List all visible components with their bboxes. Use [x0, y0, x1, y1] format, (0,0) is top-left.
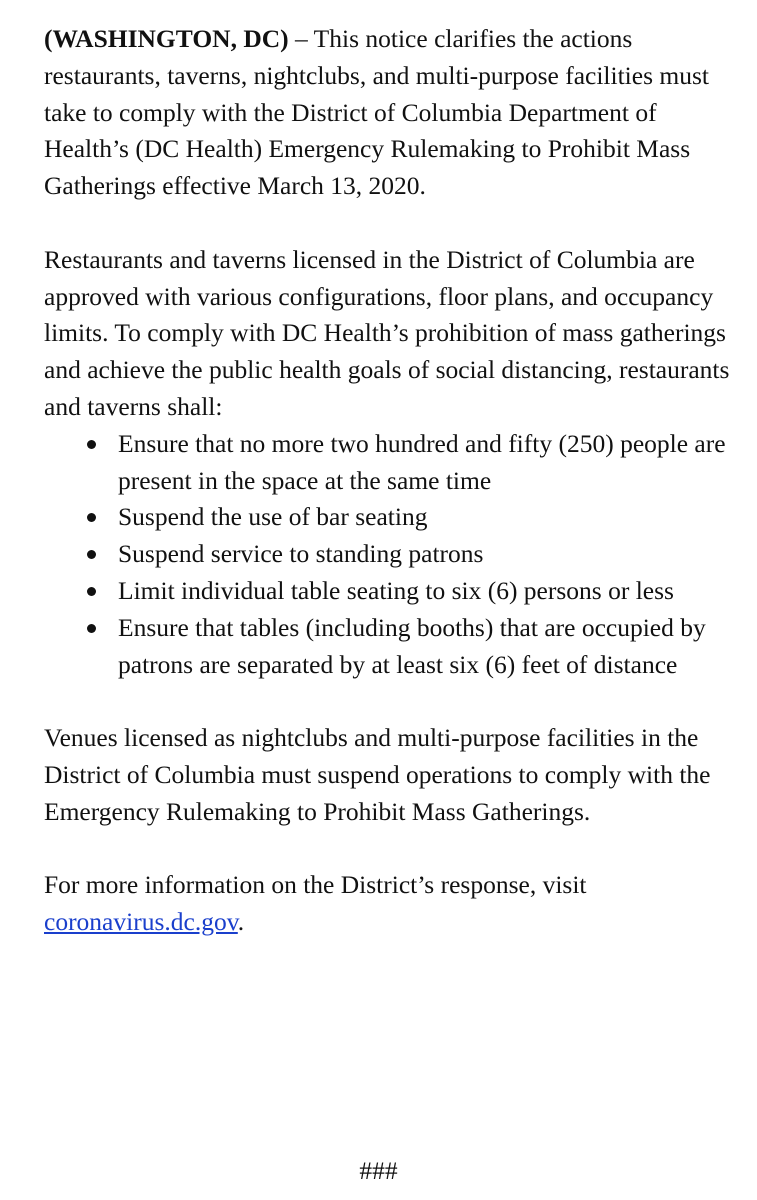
restaurants-paragraph: Restaurants and taverns licensed in the District of Columbia are approved with various configurations, floor plans, and occupancy limits. To comply with DC Health’s prohibition of mass gatherings and achieve the public health goals of social distancing, restaurants and taverns shall: — [44, 244, 730, 421]
list-item-text: Suspend service to standing patrons — [118, 539, 484, 569]
end-mark: ### — [359, 1156, 398, 1185]
intro-paragraph — [44, 21, 744, 205]
bullet-icon — [87, 440, 96, 449]
list-item — [44, 499, 744, 536]
list-item — [44, 610, 744, 684]
more-info-suffix: . — [237, 907, 245, 937]
bullet-icon — [87, 587, 96, 596]
bullet-icon — [87, 513, 96, 522]
list-item-text: Suspend the use of bar seating — [118, 502, 428, 532]
dateline: (WASHINGTON, DC) — [44, 24, 289, 53]
bullet-icon — [87, 550, 96, 559]
list-item — [44, 426, 744, 500]
intro-text: – This notice clarifies the actions restaurants, taverns, nightclubs, and multi-purpose facilities must take to comply with the District of Columbia Department of Health’s (DC Health) Emergency Rulemaking to Prohibit Mass Gatherings effective March 13, 2020. — [44, 24, 709, 201]
coronavirus-dc-gov-link[interactable]: coronavirus.dc.gov — [44, 907, 238, 937]
press-release-body — [44, 21, 744, 941]
list-item — [44, 536, 744, 573]
list-item-text: Ensure that no more two hundred and fifty (250) people are present in the space at the same time — [118, 428, 726, 495]
bullet-icon — [87, 624, 96, 633]
list-item — [44, 573, 744, 610]
list-item-text: Ensure that tables (including booths) that are occupied by patrons are separated by at least six (6) feet of distance — [118, 612, 706, 679]
more-info-paragraph — [44, 867, 744, 941]
more-info-text: For more information on the District’s response, visit — [44, 870, 587, 900]
venues-paragraph: Venues licensed as nightclubs and multi-purpose facilities in the District of Columbia must suspend operations to comply with the Emergency Rulemaking to Prohibit Mass Gatherings. — [44, 723, 711, 826]
restaurant-requirements-list — [44, 426, 744, 684]
list-item-text: Limit individual table seating to six (6) persons or less — [118, 575, 674, 605]
